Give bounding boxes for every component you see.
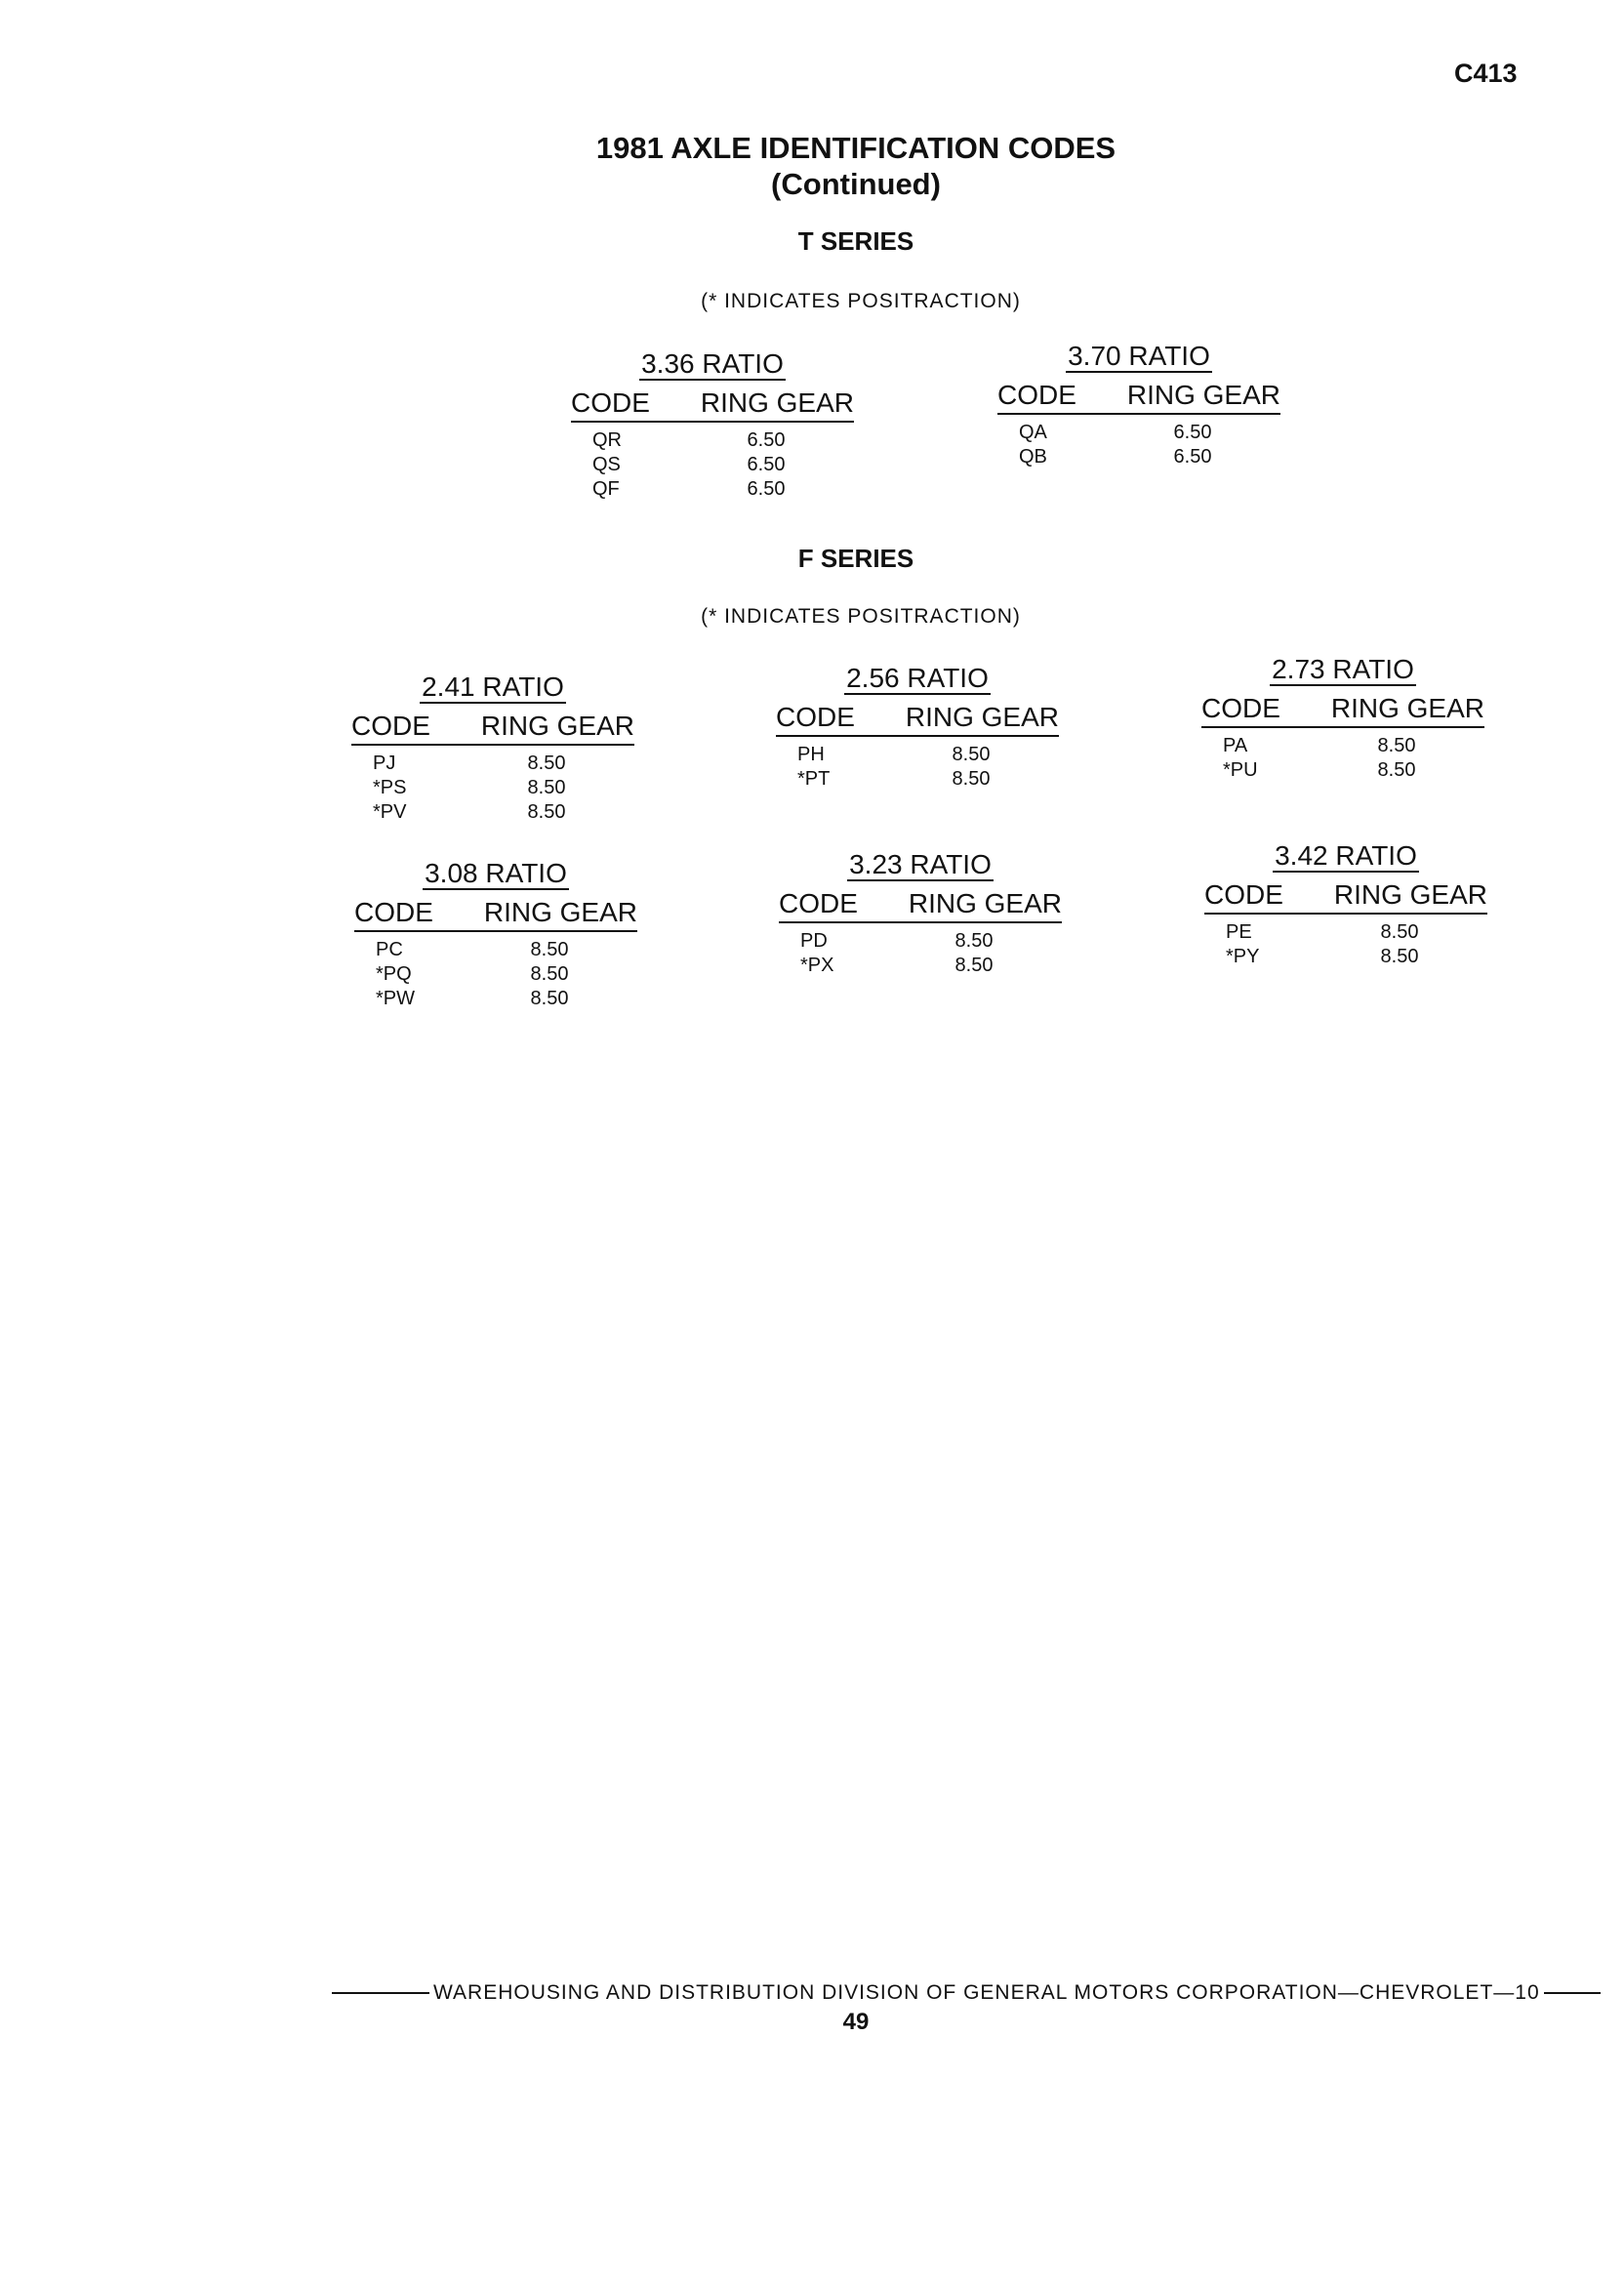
- code-header: CODE: [997, 380, 1076, 410]
- code-cell: QR: [592, 429, 622, 451]
- ring-gear-cell: 8.50: [530, 963, 569, 985]
- code-header: CODE: [1204, 879, 1283, 910]
- column-headers: [776, 702, 1059, 737]
- ring-gear-cell: 8.50: [954, 930, 994, 952]
- ring-gear-header: RING GEAR: [908, 888, 1062, 918]
- ratio-heading: 3.42 RATIO: [1275, 840, 1417, 871]
- table-row: [779, 929, 1062, 954]
- ring-gear-cell: 8.50: [530, 939, 569, 960]
- table-row: [1204, 920, 1487, 945]
- page-title: 1981 AXLE IDENTIFICATION CODES: [595, 131, 1116, 165]
- ring-gear-cell: 8.50: [1377, 759, 1416, 781]
- ratio-heading: 3.23 RATIO: [849, 849, 992, 879]
- ratio-heading: 2.56 RATIO: [846, 663, 989, 693]
- ring-gear-cell: 6.50: [1173, 422, 1212, 443]
- ring-gear-cell: 8.50: [1380, 946, 1419, 967]
- column-headers: [779, 888, 1062, 923]
- code-cell: PA: [1223, 735, 1248, 756]
- code-cell: *PY: [1226, 946, 1260, 967]
- page-number: 49: [842, 2009, 870, 2035]
- code-cell: PH: [797, 744, 825, 765]
- code-cell: PD: [800, 930, 828, 952]
- footer-rule-left: [332, 1992, 429, 1994]
- code-cell: PE: [1226, 921, 1252, 943]
- ring-gear-header: RING GEAR: [480, 711, 634, 741]
- code-cell: QS: [592, 454, 621, 475]
- table-row: [997, 445, 1280, 469]
- column-headers: [354, 897, 637, 932]
- t-ratio-block-3-36: [571, 348, 854, 502]
- ring-gear-header: RING GEAR: [1330, 693, 1484, 723]
- ring-gear-cell: 8.50: [1380, 921, 1419, 943]
- ring-gear-header: RING GEAR: [700, 387, 854, 418]
- code-cell: *PV: [373, 801, 407, 823]
- code-header: CODE: [1201, 693, 1280, 723]
- table-row: [1201, 734, 1484, 758]
- code-cell: *PW: [376, 988, 415, 1009]
- ring-gear-header: RING GEAR: [1126, 380, 1280, 410]
- table-row: [1201, 758, 1484, 783]
- f-ratio-block-3-23: [779, 849, 1062, 978]
- code-header: CODE: [571, 387, 650, 418]
- ratio-heading: 3.70 RATIO: [1068, 341, 1210, 371]
- code-cell: QB: [1019, 446, 1047, 468]
- table-row: [351, 752, 634, 776]
- code-cell: *PQ: [376, 963, 412, 985]
- table-row: [571, 453, 854, 477]
- f-ratio-block-2-56: [776, 663, 1059, 792]
- column-headers: [351, 711, 634, 746]
- code-cell: *PX: [800, 955, 834, 976]
- code-cell: QA: [1019, 422, 1047, 443]
- ring-gear-cell: 8.50: [530, 988, 569, 1009]
- code-cell: QF: [592, 478, 620, 500]
- code-cell: *PS: [373, 777, 407, 798]
- column-headers: [1204, 879, 1487, 915]
- table-row: [351, 776, 634, 800]
- ring-gear-cell: 8.50: [1377, 735, 1416, 756]
- table-row: [354, 962, 637, 987]
- ratio-heading: 3.08 RATIO: [425, 858, 567, 888]
- f-series-heading: F SERIES: [797, 544, 914, 573]
- page-subtitle: (Continued): [771, 167, 941, 201]
- ring-gear-cell: 8.50: [527, 777, 566, 798]
- ring-gear-cell: 6.50: [747, 429, 786, 451]
- ratio-heading: 2.41 RATIO: [422, 672, 564, 702]
- f-series-note: (* INDICATES POSITRACTION): [701, 605, 1021, 628]
- code-header: CODE: [779, 888, 858, 918]
- table-row: [779, 954, 1062, 978]
- ring-gear-header: RING GEAR: [483, 897, 637, 927]
- code-header: CODE: [351, 711, 430, 741]
- table-row: [1204, 945, 1487, 969]
- code-cell: PC: [376, 939, 403, 960]
- column-headers: [571, 387, 854, 423]
- table-row: [351, 800, 634, 825]
- table-row: [997, 421, 1280, 445]
- f-ratio-block-2-73: [1201, 654, 1484, 783]
- t-series-heading: T SERIES: [797, 226, 914, 256]
- column-headers: [997, 380, 1280, 415]
- table-row: [354, 987, 637, 1011]
- ring-gear-cell: 8.50: [527, 801, 566, 823]
- code-cell: PJ: [373, 753, 396, 774]
- page-code: C413: [1454, 59, 1518, 88]
- ring-gear-header: RING GEAR: [905, 702, 1059, 732]
- ring-gear-cell: 6.50: [747, 478, 786, 500]
- ring-gear-cell: 8.50: [952, 768, 991, 790]
- column-headers: [1201, 693, 1484, 728]
- t-series-note: (* INDICATES POSITRACTION): [701, 290, 1021, 312]
- code-cell: *PU: [1223, 759, 1258, 781]
- f-ratio-block-3-42: [1204, 840, 1487, 969]
- table-row: [571, 477, 854, 502]
- code-header: CODE: [776, 702, 855, 732]
- table-row: [571, 428, 854, 453]
- f-ratio-block-3-08: [354, 858, 637, 1011]
- t-ratio-block-3-70: [997, 341, 1280, 469]
- ratio-heading: 2.73 RATIO: [1272, 654, 1414, 684]
- ring-gear-cell: 8.50: [527, 753, 566, 774]
- footer-text: WAREHOUSING AND DISTRIBUTION DIVISION OF GENERAL MOTORS CORPORATION—CHEVROLET—10: [433, 1981, 1540, 2004]
- code-cell: *PT: [797, 768, 831, 790]
- ring-gear-cell: 6.50: [1173, 446, 1212, 468]
- ring-gear-cell: 8.50: [952, 744, 991, 765]
- footer-rule-right: [1544, 1992, 1601, 1994]
- table-row: [776, 743, 1059, 767]
- f-ratio-block-2-41: [351, 672, 634, 825]
- ring-gear-header: RING GEAR: [1333, 879, 1487, 910]
- table-row: [776, 767, 1059, 792]
- footer: [332, 1981, 1601, 2005]
- code-header: CODE: [354, 897, 433, 927]
- table-row: [354, 938, 637, 962]
- ring-gear-cell: 6.50: [747, 454, 786, 475]
- ratio-heading: 3.36 RATIO: [641, 348, 784, 379]
- ring-gear-cell: 8.50: [954, 955, 994, 976]
